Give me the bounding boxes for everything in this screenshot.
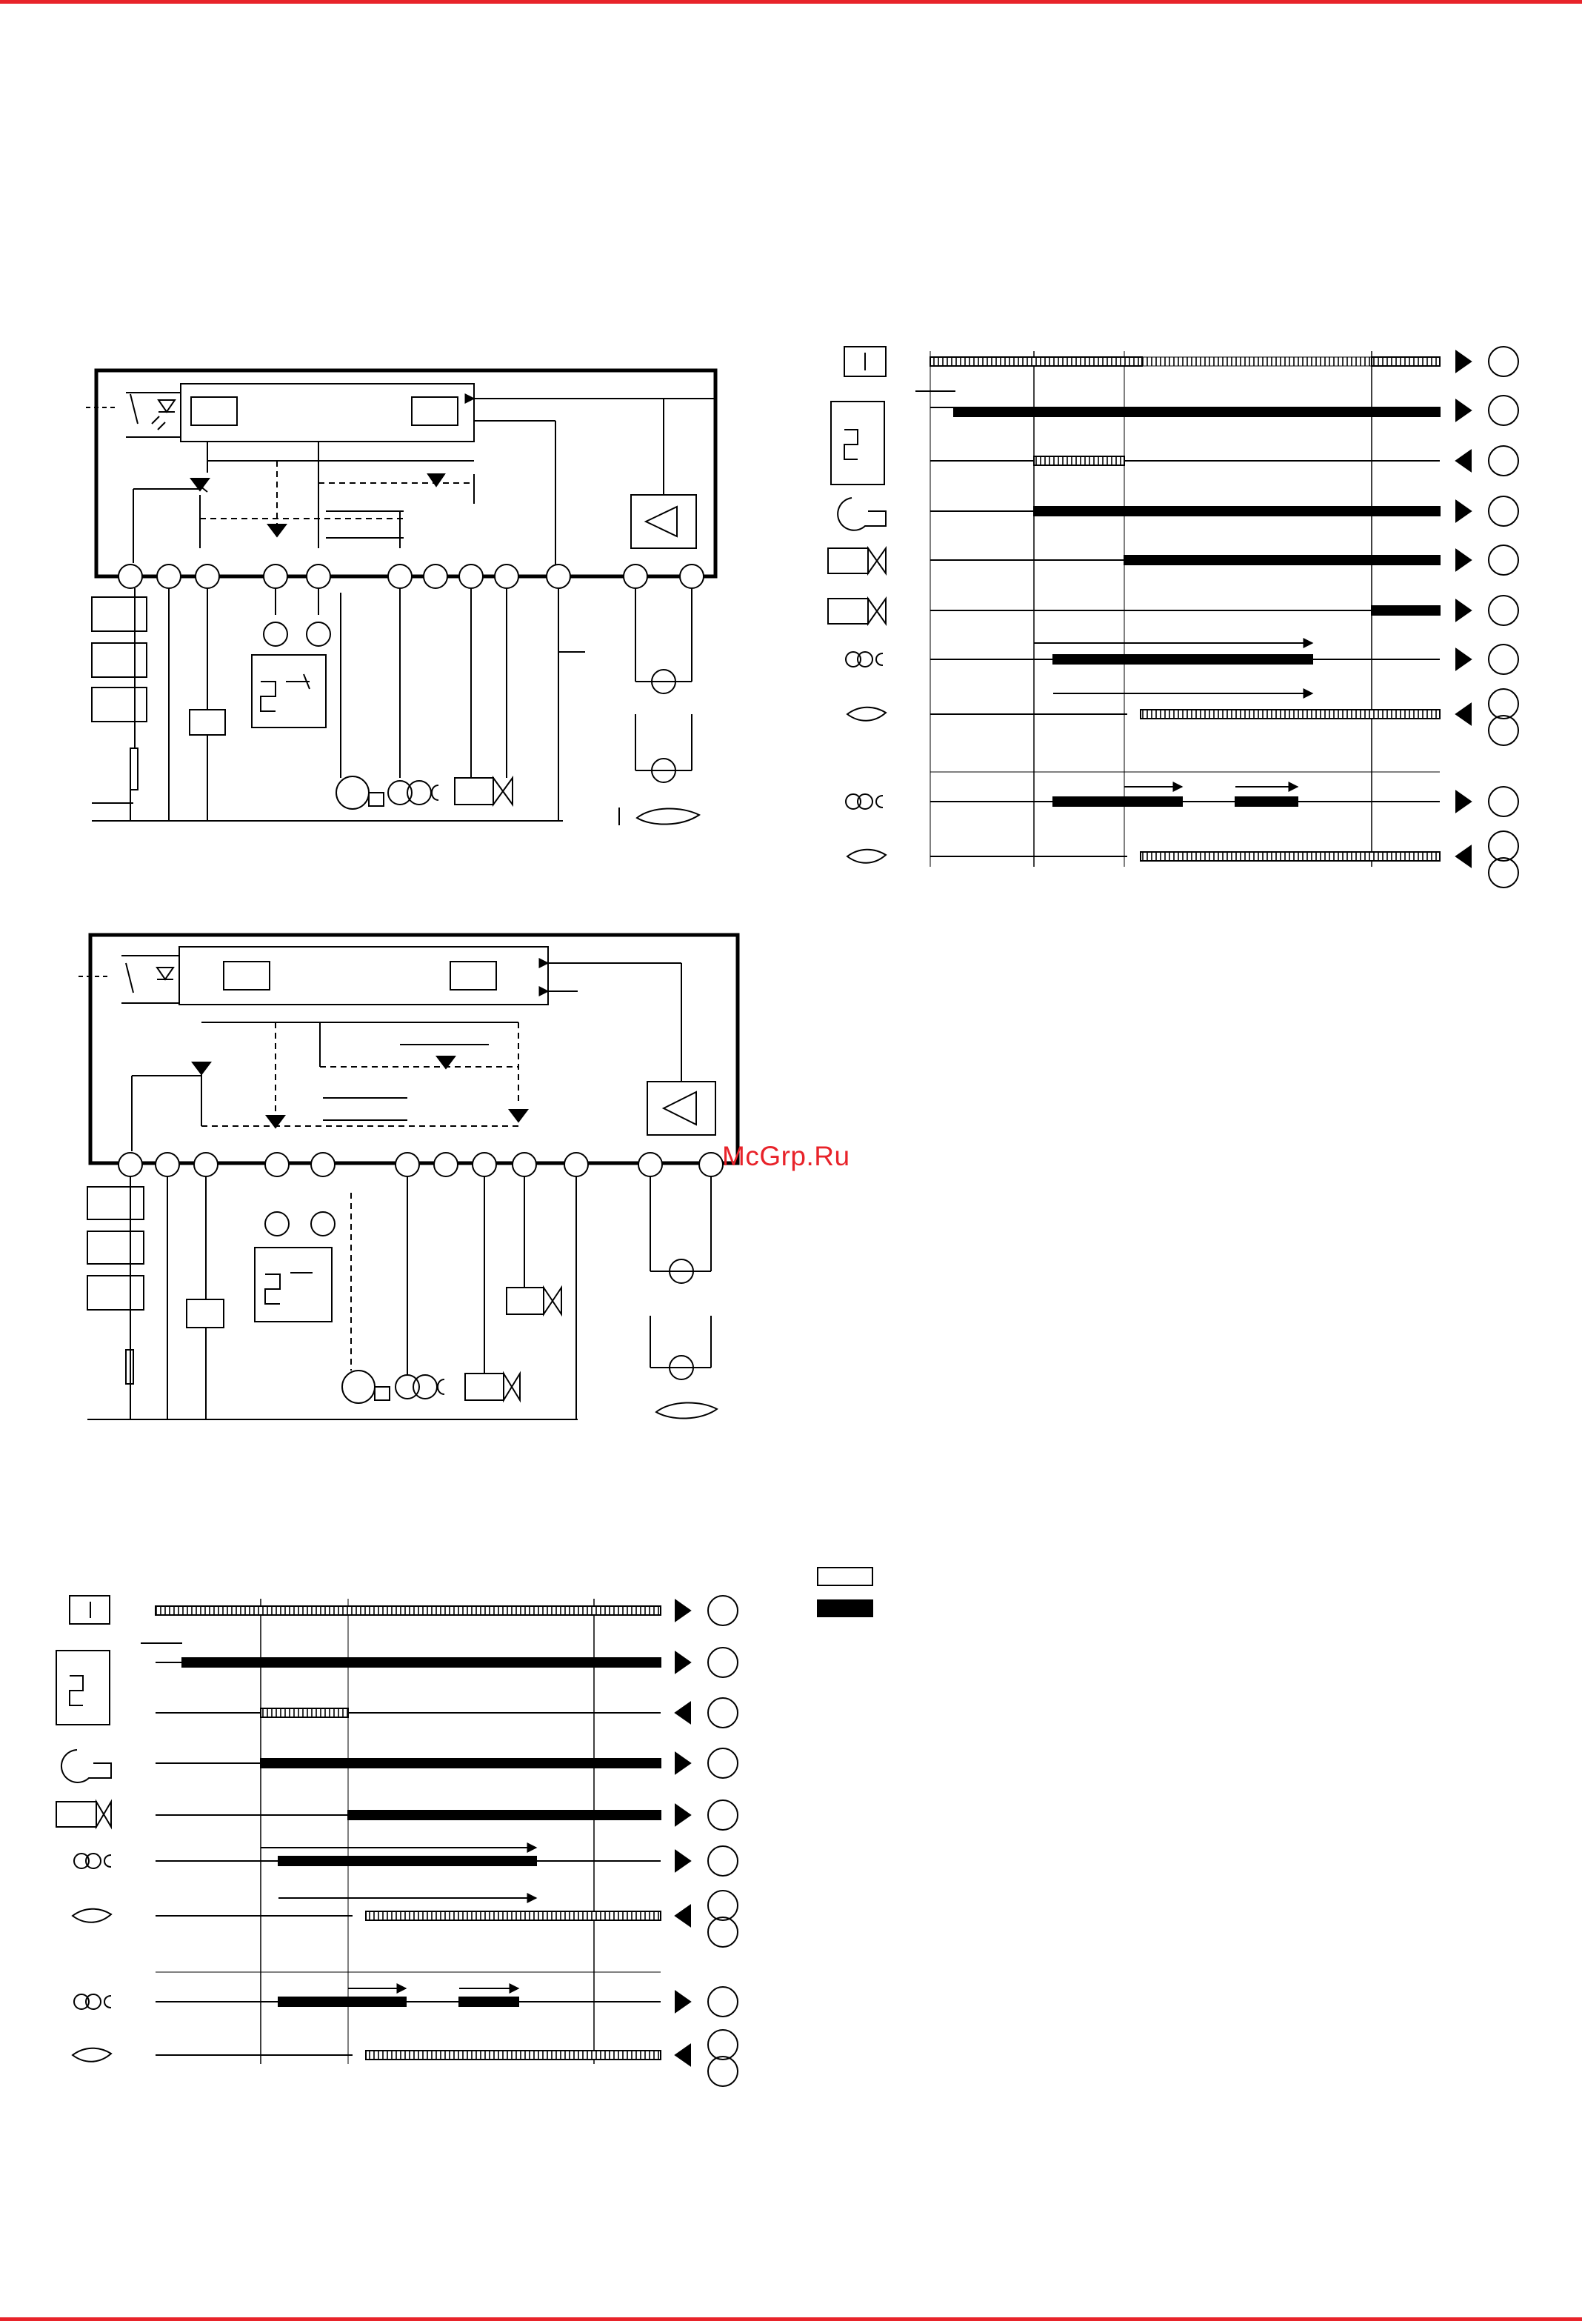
flame-icon — [73, 2048, 111, 2062]
row-1 — [70, 1596, 738, 1625]
row-6 — [828, 596, 1518, 625]
second-solenoid-valve-icon — [507, 1288, 561, 1314]
row-2 — [831, 391, 1518, 485]
thermostat-icon — [252, 655, 326, 728]
signal-off-box — [818, 1568, 872, 1585]
wiring-diagram-2 — [79, 935, 738, 1419]
flame-icon — [847, 707, 886, 721]
photocell-icon — [79, 956, 179, 1003]
row-5 — [828, 545, 1518, 575]
row-1 — [844, 347, 1518, 376]
row-4 — [61, 1748, 738, 1782]
valve-1-icon — [828, 548, 886, 573]
watermark-text: McGrp.Ru — [722, 1141, 850, 1171]
burner-flame-icon — [656, 1402, 717, 1418]
valve-2-icon — [828, 599, 886, 624]
row-7 — [73, 1891, 738, 1947]
fan-motor-icon — [61, 1750, 111, 1782]
row-4 — [838, 496, 1518, 530]
flame-icon — [847, 850, 886, 863]
flame-icon — [73, 1909, 111, 1922]
ignition-transformer-icon — [74, 1994, 111, 2009]
amplifier-triangle-icon — [646, 507, 677, 536]
ignition-transformer-icon — [388, 781, 438, 805]
valve-1-icon — [56, 1802, 111, 1827]
row-3 — [930, 446, 1518, 476]
row-10 — [847, 831, 1518, 888]
pressure-switch-icon — [56, 1651, 110, 1725]
row-5 — [56, 1800, 738, 1830]
wiring-diagram-1 — [86, 370, 715, 825]
timing-diagram-bottom-left — [56, 1596, 738, 2086]
ignition-transformer-icon — [74, 1854, 111, 1868]
amplifier-triangle-icon — [664, 1092, 696, 1125]
row-3 — [156, 1698, 738, 1728]
ignition-transformer-icon — [846, 652, 883, 667]
photocell-icon — [86, 393, 181, 437]
solenoid-valve-icon — [455, 778, 513, 805]
signal-on-box — [818, 1600, 872, 1617]
row-8 — [847, 689, 1518, 745]
row-9 — [846, 787, 1518, 816]
pressure-switch-icon — [831, 402, 884, 485]
ignition-transformer-icon — [396, 1375, 444, 1399]
ignition-transformer-icon — [846, 794, 883, 809]
fan-motor-icon — [838, 498, 886, 530]
signal-legend — [818, 1568, 872, 1617]
row-7 — [846, 643, 1518, 674]
row-9 — [73, 2030, 738, 2086]
fan-motor-icon — [336, 776, 369, 809]
fan-motor-icon — [342, 1371, 375, 1403]
solenoid-valve-icon — [465, 1374, 520, 1400]
thermostat-icon — [255, 1248, 332, 1322]
timing-diagram-top-right — [828, 347, 1518, 888]
fuse-icon — [130, 748, 138, 790]
row-6 — [74, 1846, 738, 1876]
burner-flame-icon — [637, 808, 699, 824]
row-8 — [74, 1987, 738, 2017]
